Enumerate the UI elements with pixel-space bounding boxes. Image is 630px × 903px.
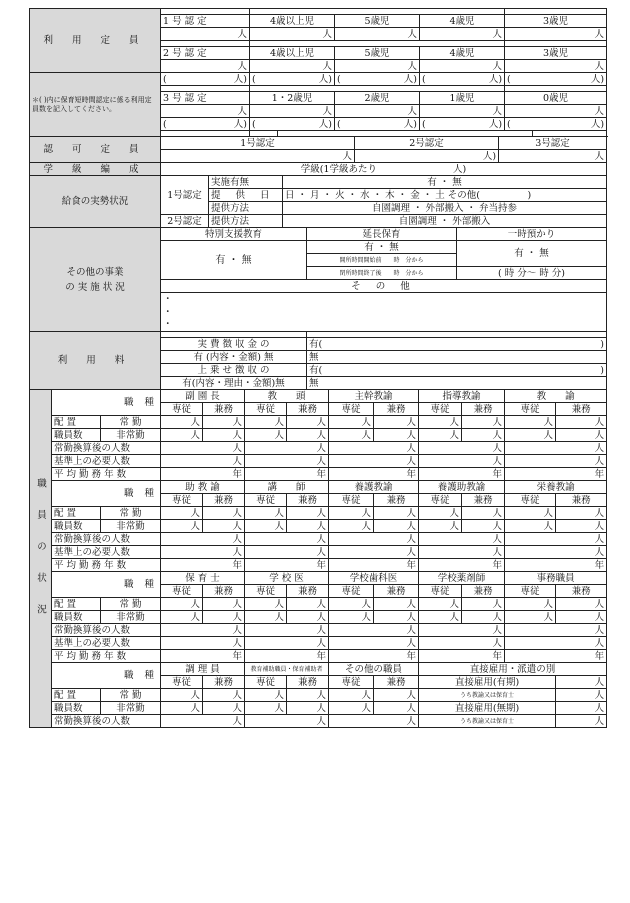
cert1-total[interactable]: 人 (161, 28, 250, 41)
staff-job-title: 学校薬剤師 (419, 572, 505, 585)
approved-cert3[interactable]: 人 (499, 150, 607, 163)
cert2-age4[interactable]: 人 (420, 60, 505, 73)
staff-job-title: 養護助教諭 (419, 481, 505, 494)
staff-count-cell[interactable]: 人 (203, 611, 245, 624)
staff-count-cell[interactable]: 人 (462, 598, 505, 611)
staff-part-header: 兼務 (203, 403, 245, 416)
staff-count-cell[interactable]: 人 (556, 520, 607, 533)
cert1-age4[interactable]: 人 (420, 28, 505, 41)
staff-count-cell[interactable]: 人 (245, 611, 287, 624)
cert3-age1[interactable]: 人 (420, 105, 505, 118)
staff-count-cell[interactable]: 人 (419, 611, 462, 624)
staff-part-header: 兼務 (374, 585, 419, 598)
staff-count-cell[interactable]: 人 (556, 416, 607, 429)
other-item-2[interactable]: ・ (161, 306, 607, 319)
staff-count-cell[interactable]: 人 (329, 598, 374, 611)
staff-summary-cell[interactable]: 人 (161, 715, 245, 728)
staff-count-cell[interactable]: 人 (505, 598, 556, 611)
staff-count-cell[interactable]: 人 (374, 689, 419, 702)
fees-label: 利 用 料 (30, 332, 161, 390)
staff-job-title: 講 師 (245, 481, 329, 494)
staff-count-cell[interactable]: 人 (287, 689, 329, 702)
staff-part-header: 兼務 (556, 403, 607, 416)
staff-count-cell[interactable]: 人 (329, 429, 374, 442)
staff-full-header: 専従 (245, 494, 287, 507)
staff-count-cell[interactable]: 人 (245, 416, 287, 429)
staff-count-cell[interactable]: 人 (505, 520, 556, 533)
staff-summary-cell[interactable]: 年 (245, 468, 329, 481)
staff-part-header: 兼務 (462, 494, 505, 507)
cert2-age4plus[interactable]: 人 (250, 60, 335, 73)
meals-days[interactable]: 日 ・ 月 ・ 火 ・ 水 ・ 木 ・ 金 ・ 土 その他( ) (283, 189, 607, 202)
staff-part-header: 兼務 (203, 585, 245, 598)
staff-summary-cell[interactable]: 人 (419, 624, 505, 637)
staff-count-cell[interactable]: 人 (329, 689, 374, 702)
staff-summary-cell[interactable]: 年 (505, 559, 607, 572)
cert3-age12[interactable]: 人 (250, 105, 335, 118)
staff-count-cell[interactable]: 人 (161, 702, 203, 715)
staff-count-cell[interactable]: 人 (329, 416, 374, 429)
staff-count-cell[interactable]: 人 (419, 507, 462, 520)
staff-part-header: 兼務 (203, 494, 245, 507)
staff-summary-cell[interactable]: 人 (245, 455, 329, 468)
direct-open-count[interactable]: 人 (556, 702, 607, 715)
staff-summary-cell[interactable]: 年 (161, 468, 245, 481)
approved-table: 認 可 定 員 1号認定 2号認定 3号認定 人 人) 人 学 級 編 成 学級(1学級あたり 人) 給食の実勢状況 1号認定 実施有無 有 ・ 無 提 供 日 日 ・ 月 ・ 火 ・ 水 ・ 木 ・ 金 ・ 土 その他( ) 提供方法 自園調理 ・ 外部搬入 ・ 弁当持参 2号認定 提供方法 自園調理 ・ 外部搬入 (29, 136, 607, 228)
staff-job-title: 調 理 員 (161, 663, 245, 676)
staff-full-header: 専従 (419, 403, 462, 416)
staff-summary-cell[interactable]: 人 (161, 533, 245, 546)
cert2-age5[interactable]: 人 (335, 60, 420, 73)
staff-summary-cell[interactable]: 年 (329, 559, 419, 572)
staff-count-cell[interactable]: 人 (203, 429, 245, 442)
staff-summary-cell[interactable]: 人 (419, 546, 505, 559)
meals-method1[interactable]: 自園調理 ・ 外部搬入 ・ 弁当持参 (283, 202, 607, 215)
cert1-age5[interactable]: 人 (335, 28, 420, 41)
staff-summary-cell[interactable]: 年 (419, 468, 505, 481)
staff-count-cell[interactable]: 人 (329, 507, 374, 520)
staff-count-cell[interactable]: 人 (329, 520, 374, 533)
staff-count-cell[interactable]: 人 (287, 429, 329, 442)
other-item-1[interactable]: ・ (161, 293, 607, 306)
staff-summary-cell[interactable]: 年 (419, 650, 505, 663)
staff-part-header: 兼務 (374, 494, 419, 507)
staff-summary-cell[interactable]: 人 (161, 546, 245, 559)
staff-summary-cell[interactable]: 年 (161, 650, 245, 663)
staff-summary-cell[interactable]: 人 (329, 637, 419, 650)
approved-cert1[interactable]: 人 (161, 150, 355, 163)
staff-count-cell[interactable]: 人 (505, 429, 556, 442)
staff-count-cell[interactable]: 人 (287, 598, 329, 611)
cert2-total[interactable]: 人 (161, 60, 250, 73)
staff-count-cell[interactable]: 人 (374, 429, 419, 442)
staff-summary-cell[interactable]: 人 (245, 715, 329, 728)
staff-count-cell[interactable]: 人 (287, 507, 329, 520)
staff-part-header: 兼務 (556, 585, 607, 598)
classes-value[interactable]: 学級(1学級あたり 人) (161, 163, 607, 176)
staff-count-cell[interactable]: 人 (203, 702, 245, 715)
staff-full-header: 専従 (419, 585, 462, 598)
staff-job-title: その他の職員 (329, 663, 419, 676)
staff-summary-cell[interactable]: 人 (161, 455, 245, 468)
cert3-age0[interactable]: 人 (505, 105, 607, 118)
staff-job-title: 養護教諭 (329, 481, 419, 494)
staff-summary-cell[interactable]: 人 (419, 442, 505, 455)
staff-part-header: 兼務 (287, 494, 329, 507)
staff-summary-cell[interactable]: 人 (505, 533, 607, 546)
staff-full-header: 専従 (419, 494, 462, 507)
staff-summary-cell[interactable]: 年 (419, 559, 505, 572)
staff-part-header: 兼務 (556, 494, 607, 507)
staff-count-cell[interactable]: 人 (161, 507, 203, 520)
staff-summary-cell[interactable]: 年 (245, 650, 329, 663)
staff-part-header: 兼務 (287, 403, 329, 416)
staff-count-cell[interactable]: 人 (462, 611, 505, 624)
staff-summary-cell[interactable]: 人 (161, 624, 245, 637)
staff-job-title: 教 頭 (245, 390, 329, 403)
staff-part-header: 兼務 (374, 403, 419, 416)
staff-part-header: 兼務 (462, 403, 505, 416)
staff-summary-cell[interactable]: 年 (161, 559, 245, 572)
approved-cert2[interactable]: 人) (355, 150, 499, 163)
staff-job-title: 栄養教諭 (505, 481, 607, 494)
staff-job-title: 教育補助職員・保育補助者 (245, 663, 329, 676)
staff-summary-cell[interactable]: 人 (329, 442, 419, 455)
staff-count-cell[interactable]: 人 (203, 520, 245, 533)
staff-summary-cell[interactable]: 人 (329, 624, 419, 637)
staff-count-cell[interactable]: 人 (203, 689, 245, 702)
staff-full-header: 専従 (505, 403, 556, 416)
staff-summary-cell[interactable]: 人 (505, 624, 607, 637)
staff-job-title: 主幹教諭 (329, 390, 419, 403)
fees-extra-no[interactable]: 無 (307, 377, 607, 390)
staff-full-header: 専従 (329, 403, 374, 416)
staff-count-cell[interactable]: 人 (374, 520, 419, 533)
staff-count-cell[interactable]: 人 (462, 429, 505, 442)
staff-count-cell[interactable]: 人 (462, 520, 505, 533)
staff-summary-cell[interactable]: 人 (419, 455, 505, 468)
staff-count-cell[interactable]: 人 (419, 598, 462, 611)
staff-count-cell[interactable]: 人 (419, 416, 462, 429)
staff-count-cell[interactable]: 人 (374, 507, 419, 520)
staff-job-title: 助 教 諭 (161, 481, 245, 494)
staff-full-header: 専従 (329, 585, 374, 598)
staff-job-title: 学 校 医 (245, 572, 329, 585)
staff-count-cell[interactable]: 人 (329, 702, 374, 715)
capacity-label: 利 用 定 員 (30, 9, 161, 73)
staff-summary-cell[interactable]: 人 (329, 533, 419, 546)
staff-full-header: 専従 (505, 585, 556, 598)
staff-full-header: 専従 (245, 403, 287, 416)
staff-full-header: 専従 (161, 494, 203, 507)
staff-count-cell[interactable]: 人 (245, 507, 287, 520)
staff-part-header: 兼務 (462, 585, 505, 598)
special-support-value[interactable]: 有 ・ 無 (161, 241, 307, 280)
staff-summary-cell[interactable]: 人 (245, 637, 329, 650)
staff-count-cell[interactable]: 人 (505, 611, 556, 624)
staff-job-title: 保 育 士 (161, 572, 245, 585)
staff-side-label: 職員の状況 (30, 390, 52, 728)
meals-label: 給食の実勢状況 (30, 176, 161, 228)
staff-job-title: 指導教諭 (419, 390, 505, 403)
staff-count-cell[interactable]: 人 (161, 520, 203, 533)
staff-count-cell[interactable]: 人 (374, 702, 419, 715)
staff-summary-cell[interactable]: 人 (245, 546, 329, 559)
staff-count-cell[interactable]: 人 (203, 416, 245, 429)
staff-summary-cell[interactable]: 人 (161, 637, 245, 650)
staff-count-cell[interactable]: 人 (287, 520, 329, 533)
extended-open-time[interactable]: 開所時間開始前 時 分から (307, 254, 457, 267)
staff-count-cell[interactable]: 人 (419, 429, 462, 442)
staff-summary-cell[interactable]: 年 (329, 468, 419, 481)
staff-count-cell[interactable]: 人 (505, 507, 556, 520)
staff-job-title: 学校歯科医 (329, 572, 419, 585)
staff-job-header: 職 種 (52, 481, 161, 507)
cert1-label: 1 号 認 定 (161, 15, 250, 28)
fees-actual-no[interactable]: 無 (307, 351, 607, 364)
other-table: その他の事業 の 実 施 状 況 特別支援教育 延長保育 一時預かり 有 ・ 無 有 ・ 無 有 ・ 無 開所時間開始前 時 分から 閉所時間終了後 時 分から ( 時 分～ 時 分) そ の 他 ・ ・ ・ (29, 227, 607, 332)
staff-count-cell[interactable]: 人 (462, 507, 505, 520)
meals-method2[interactable]: 自園調理 ・ 外部搬入 (283, 215, 607, 228)
fees-extra-yes[interactable]: 有( ) (307, 364, 607, 377)
direct-employment-header: 直接雇用・派遣の別 (419, 663, 607, 676)
staff-full-header: 専従 (161, 585, 203, 598)
staff-summary-cell[interactable]: 人 (419, 637, 505, 650)
staff-count-cell[interactable]: 人 (245, 702, 287, 715)
staff-count-cell[interactable]: 人 (556, 429, 607, 442)
staff-summary-cell[interactable]: 人 (245, 624, 329, 637)
staff-job-header: 職 種 (52, 572, 161, 598)
staff-table: 職員の状況 職 種 副 園 長 教 頭 主幹教諭 指導教諭 教 諭 専従 兼務 専従 兼務 専従 兼務 専従 兼務 専従 兼務 配 置 常 勤 人 人 人 人 人 人 人 人 人 人 職員数 非常勤 人 人 人 人 人 人 人 人 人 人 常勤換算後の人数 人 人 人 人 人 基準上の必要人数 人 人 人 人 人 平 均 勤 務 年 数 年 年 年 年 年 職 種 助 教 諭 講 師 養護教諭 養護助教諭 栄養教諭 専従 兼務 専従 兼務 専従 兼務 専従 兼務 専従 兼務 配 置 常 勤 人 人 人 人 人 人 人 人 人 人 職員数 非常勤 人 人 人 人 人 人 人 人 人 人 常勤換算後の人数 人 人 人 人 人 基準上の必要人数 人 人 人 人 人 平 均 勤 務 年 数 年 年 年 年 年 職 種 保 育 士 学 校 医 学校歯科医 学校薬剤師 事務職員 専従 兼務 専従 兼務 専従 兼務 専従 兼務 専従 兼務 配 置 常 勤 人 人 人 人 人 人 人 人 人 人 職員数 非常勤 人 人 人 人 人 人 人 人 人 人 常勤換算後の人数 人 人 人 人 人 基準上の必要人数 人 人 人 人 人 平 均 勤 務 年 数 年 年 年 年 年 職 種 調 理 員 教育補助職員・保育補助者 その他の職員 直接雇用・派遣の別 専従 兼務 専従 兼務 専従 兼務 直接雇用(有期) 人 配 置 常 勤 人 人 人 人 人 人 うち教諭又は保育士 人 職員数 非常勤 人 人 人 人 人 人 直接雇用(無期) 人 常勤換算後の人数 人 人 人 うち教諭又は保育士 人 (29, 389, 607, 728)
meals-implemented[interactable]: 有 ・ 無 (283, 176, 607, 189)
temp-care-time[interactable]: ( 時 分～ 時 分) (457, 267, 607, 280)
staff-summary-cell[interactable]: 人 (161, 442, 245, 455)
facility-form (29, 8, 606, 728)
staff-count-cell[interactable]: 人 (245, 429, 287, 442)
extended-care-value[interactable]: 有 ・ 無 (307, 241, 457, 254)
staff-summary-cell[interactable]: 人 (245, 533, 329, 546)
approved-label: 認 可 定 員 (30, 137, 161, 163)
staff-summary-cell[interactable]: 人 (245, 442, 329, 455)
staff-count-cell[interactable]: 人 (419, 520, 462, 533)
staff-summary-cell[interactable]: 人 (505, 455, 607, 468)
cert1-age4plus[interactable]: 人 (250, 28, 335, 41)
capacity-note: ＊( )内に保育短時間認定に係る利用定員数を記入してください。 (30, 73, 161, 137)
staff-summary-cell[interactable]: 人 (419, 533, 505, 546)
staff-count-cell[interactable]: 人 (556, 598, 607, 611)
staff-count-cell[interactable]: 人 (556, 507, 607, 520)
staff-count-cell[interactable]: 人 (161, 429, 203, 442)
staff-job-header: 職 種 (52, 390, 161, 416)
staff-summary-cell[interactable]: 年 (505, 650, 607, 663)
cert2-age3[interactable]: 人 (505, 60, 607, 73)
staff-summary-cell[interactable]: 年 (505, 468, 607, 481)
staff-count-cell[interactable]: 人 (374, 416, 419, 429)
staff-count-cell[interactable]: 人 (374, 598, 419, 611)
direct-open-teacher-count[interactable]: 人 (556, 715, 607, 728)
cert1-age3[interactable]: 人 (505, 28, 607, 41)
staff-count-cell[interactable]: 人 (203, 598, 245, 611)
capacity-table: 利 用 定 員 1 号 認 定 4歳以上児 5歳児 4歳児 3歳児 人 人 人 人 人 2 号 認 定 4歳以上児 5歳児 4歳児 3歳児 人 人 人 人 人 ＊( )内に保育短時間認定に係る利用定員数を記入してください。 ( 人) ( 人) ( 人) ( 人) ( 人) 3 号 認 定 1・2歳児 2歳児 1歳児 0歳児 人 人 人 人 人 ( 人) ( 人) ( 人) ( 人) ( 人) (29, 8, 607, 137)
staff-count-cell[interactable]: 人 (161, 689, 203, 702)
staff-summary-cell[interactable]: 人 (329, 455, 419, 468)
classes-label: 学 級 編 成 (30, 163, 161, 176)
staff-count-cell[interactable]: 人 (374, 611, 419, 624)
staff-summary-cell[interactable]: 人 (329, 715, 419, 728)
temp-care-value[interactable]: 有 ・ 無 (457, 241, 607, 267)
cert2-label: 2 号 認 定 (161, 47, 250, 60)
cert3-total[interactable]: 人 (161, 105, 250, 118)
staff-count-cell[interactable]: 人 (245, 520, 287, 533)
extended-close-time[interactable]: 閉所時間終了後 時 分から (307, 267, 457, 280)
staff-full-header: 専従 (505, 494, 556, 507)
staff-summary-cell[interactable]: 年 (245, 559, 329, 572)
staff-summary-cell[interactable]: 人 (505, 442, 607, 455)
staff-full-header: 専従 (329, 494, 374, 507)
fees-table: 利 用 料 実 費 徴 収 金 の 有( ) 有 (内容・金額) 無 無 上 乗 せ 徴 収 の 有( ) 有(内容・理由・金額)無 無 (29, 331, 607, 390)
staff-count-cell[interactable]: 人 (287, 416, 329, 429)
staff-summary-cell[interactable]: 人 (505, 637, 607, 650)
staff-full-header: 専従 (161, 403, 203, 416)
staff-count-cell[interactable]: 人 (505, 416, 556, 429)
staff-count-cell[interactable]: 人 (245, 689, 287, 702)
staff-full-header: 専従 (245, 585, 287, 598)
direct-fixed-count[interactable]: 人 (556, 676, 607, 689)
staff-summary-cell[interactable]: 人 (505, 546, 607, 559)
direct-fixed-teacher-count[interactable]: 人 (556, 689, 607, 702)
staff-summary-cell[interactable]: 年 (329, 650, 419, 663)
staff-count-cell[interactable]: 人 (287, 611, 329, 624)
staff-summary-cell[interactable]: 人 (329, 546, 419, 559)
staff-count-cell[interactable]: 人 (203, 507, 245, 520)
other-item-3[interactable]: ・ (161, 319, 607, 332)
staff-count-cell[interactable]: 人 (161, 611, 203, 624)
staff-count-cell[interactable]: 人 (287, 702, 329, 715)
fees-actual-yes[interactable]: 有( ) (307, 338, 607, 351)
staff-count-cell[interactable]: 人 (245, 598, 287, 611)
staff-part-header: 兼務 (287, 585, 329, 598)
staff-count-cell[interactable]: 人 (161, 416, 203, 429)
other-label: その他の事業 の 実 施 状 況 (30, 228, 161, 332)
staff-count-cell[interactable]: 人 (329, 611, 374, 624)
staff-count-cell[interactable]: 人 (462, 416, 505, 429)
staff-count-cell[interactable]: 人 (556, 611, 607, 624)
staff-job-title: 副 園 長 (161, 390, 245, 403)
staff-job-title: 教 諭 (505, 390, 607, 403)
staff-count-cell[interactable]: 人 (161, 598, 203, 611)
cert3-label: 3 号 認 定 (161, 92, 250, 105)
cert3-age2[interactable]: 人 (335, 105, 420, 118)
staff-job-title: 事務職員 (505, 572, 607, 585)
